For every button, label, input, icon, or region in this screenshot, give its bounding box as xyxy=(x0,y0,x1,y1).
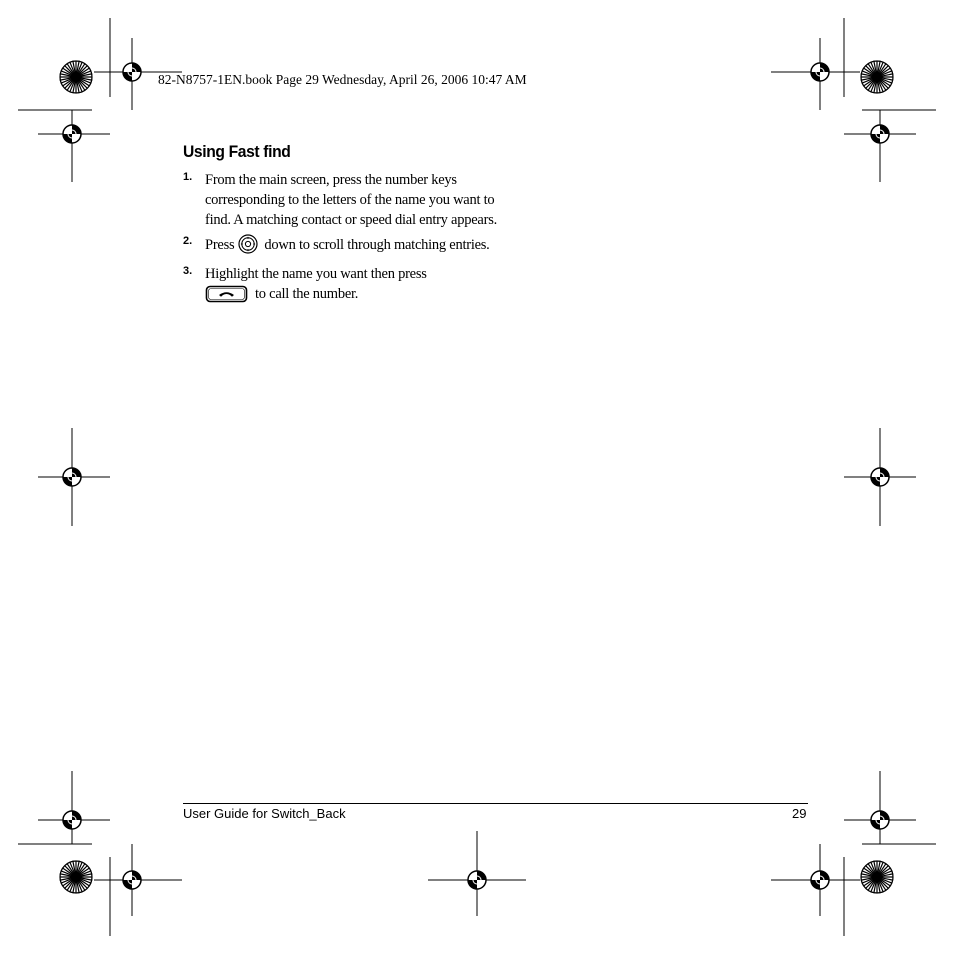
page-content xyxy=(183,142,503,314)
step-number: 2. xyxy=(183,235,193,247)
steps-list xyxy=(183,170,503,310)
step-text xyxy=(205,234,503,260)
navigation-key-icon xyxy=(238,234,258,260)
send-key-icon xyxy=(205,284,249,310)
print-slug: 82-N8757-1EN.book Page 29 Wednesday, April 26, 2006 10:47 AM xyxy=(158,72,527,87)
step-text-before: Press xyxy=(205,237,235,253)
step-text xyxy=(205,264,503,310)
step-3 xyxy=(183,264,503,310)
step-text-after: to call the number. xyxy=(255,286,359,302)
footer-guide-title: User Guide for Switch_Back xyxy=(183,806,346,821)
section-title: Using Fast find xyxy=(183,142,291,161)
step-1 xyxy=(183,170,503,230)
step-number: 3. xyxy=(183,265,193,277)
step-2 xyxy=(183,234,503,260)
footer-rule xyxy=(183,803,808,804)
step-text-before: Highlight the name you want then press xyxy=(205,266,427,282)
step-text: From the main screen, press the number keys corresponding to the letters of the name you want to find. A matching contact or speed dial entry appears. xyxy=(205,172,497,228)
footer-page-number: 29 xyxy=(792,806,807,821)
step-text-after: down to scroll through matching entries. xyxy=(264,237,490,253)
step-number: 1. xyxy=(183,171,193,183)
